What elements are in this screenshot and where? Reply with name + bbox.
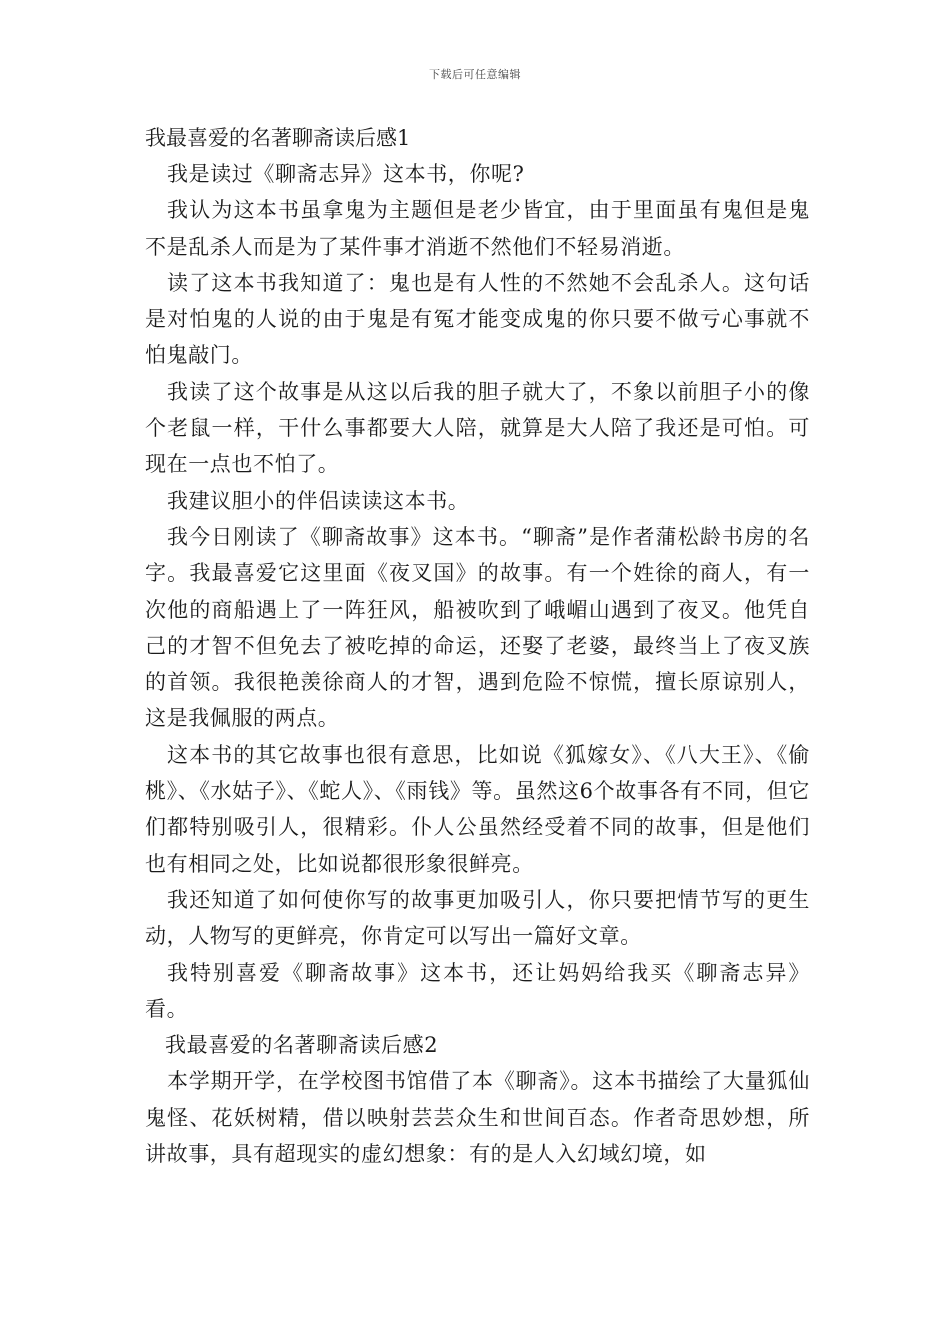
paragraph: 我认为这本书虽拿鬼为主题但是老少皆宜，由于里面虽有鬼但是鬼不是乱杀人而是为了某件事才消逝不然他们不轻易消逝。 bbox=[145, 198, 810, 259]
document-body bbox=[145, 120, 810, 1172]
paragraph: 我今日刚读了《聊斋故事》这本书。“聊斋”是作者蒲松龄书房的名字。我最喜爱它这里面《夜叉国》的故事。有一个姓徐的商人，有一次他的商船遇上了一阵狂风，船被吹到了峨嵋山遇到了夜叉。他凭自己的才智不但免去了被吃掉的命运，还娶了老婆，最终当上了夜叉族的首领。我很艳羡徐商人的才智，遇到危险不惊慌，擅长原谅别人，这是我佩服的两点。 bbox=[145, 524, 810, 731]
paragraph: 我特别喜爱《聊斋故事》这本书，还让妈妈给我买《聊斋志异》看。 bbox=[145, 960, 810, 1021]
header-note: 下载后可任意编辑 bbox=[429, 68, 521, 81]
paragraph: 这本书的其它故事也很有意思，比如说《狐嫁女》、《八大王》、《偷桃》、《水姑子》、《蛇人》、《雨钱》等。虽然这6个故事各有不同，但它们都特别吸引人，很精彩。仆人公虽然经受着不同的故事，但是他们也有相同之处，比如说都很形象很鲜亮。 bbox=[145, 742, 810, 876]
paragraph: 我是读过《聊斋志异》这本书，你呢? bbox=[167, 162, 525, 186]
essay-title-2: 我最喜爱的名著聊斋读后感2 bbox=[165, 1033, 439, 1058]
paragraph: 本学期开学，在学校图书馆借了本《聊斋》。这本书描绘了大量狐仙鬼怪、花妖树精，借以映射芸芸众生和世间百态。作者奇思妙想，所讲故事，具有超现实的虚幻想象：有的是人入幻域幻境，如 bbox=[145, 1069, 810, 1167]
essay-title-1: 我最喜爱的名著聊斋读后感1 bbox=[145, 126, 411, 150]
paragraph: 读了这本书我知道了：鬼也是有人性的不然她不会乱杀人。这句话是对怕鬼的人说的由于鬼是有冤才能变成鬼的你只要不做亏心事就不怕鬼敲门。 bbox=[145, 270, 810, 368]
paragraph: 我读了这个故事是从这以后我的胆子就大了，不象以前胆子小的像个老鼠一样，干什么事都要大人陪，就算是大人陪了我还是可怕。可现在一点也不怕了。 bbox=[145, 379, 810, 477]
paragraph: 我还知道了如何使你写的故事更加吸引人，你只要把情节写的更生动，人物写的更鲜亮，你肯定可以写出一篇好文章。 bbox=[145, 887, 810, 949]
paragraph: 我建议胆小的伴侣读读这本书。 bbox=[167, 488, 470, 513]
